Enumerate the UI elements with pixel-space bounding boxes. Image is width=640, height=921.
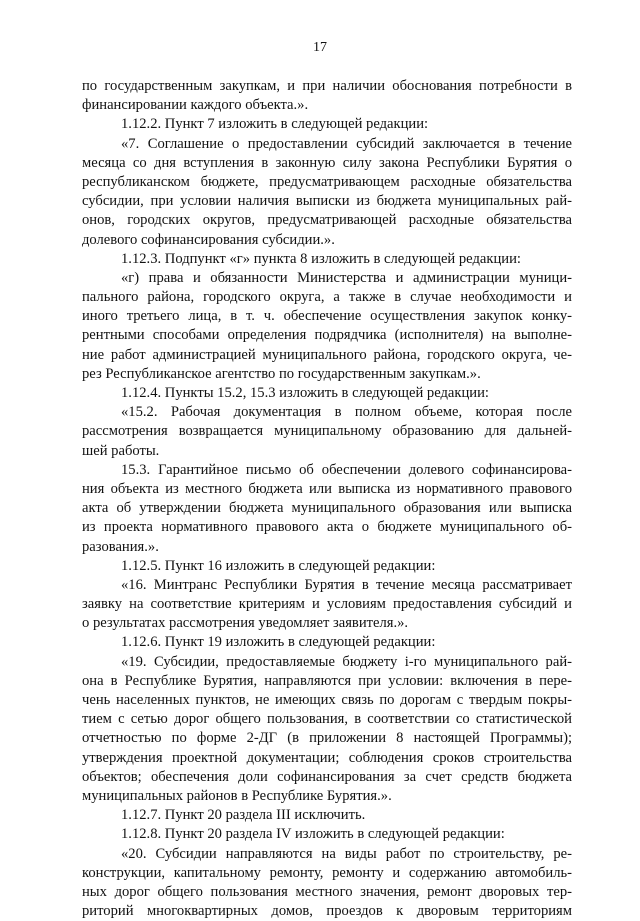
text-line: иного третьего лица, в т. ч. обеспечение осуществления закупок конку- (82, 308, 572, 325)
text-line: из проекта нормативного правового акта о бюджете муниципального об- (82, 519, 572, 536)
text-line: муниципальных районов в Республике Бурятия.». (82, 787, 392, 804)
text-line: объектов; обеспечения доли софинансирования за счет средств бюджета (82, 768, 572, 785)
text-line: республиканском бюджете, предусматривающем расходные обязательства (82, 173, 572, 190)
text-line: она в Республике Бурятия, направляются при условии: включения в пере- (82, 672, 572, 689)
text-line: «7. Соглашение о предоставлении субсидий заключается в течение (121, 135, 572, 152)
text-line: 1.12.8. Пункт 20 раздела IV изложить в следующей редакции: (121, 826, 505, 843)
text-line: 1.12.7. Пункт 20 раздела III исключить. (121, 807, 366, 824)
text-line: 1.12.6. Пункт 19 изложить в следующей редакции: (121, 634, 436, 651)
text-line: онов, городских округов, предусматривающей расходные обязательства (82, 212, 572, 229)
text-line: тием с сетью дорог общего пользования, в соответствии со статистической (82, 711, 572, 728)
text-line: чень населенных пунктов, не имеющих связь по дорогам с твердым покры- (82, 692, 572, 708)
text-line: 1.12.4. Пункты 15.2, 15.3 изложить в следующей редакции: (121, 385, 489, 401)
text-line: «15.2. Рабочая документация в полном объеме, которая после (121, 404, 572, 421)
text-line: «г) права и обязанности Министерства и администрации муници- (121, 269, 572, 286)
text-line: шей работы. (82, 442, 160, 459)
text-line: ние работ администрацией муниципального района, городского округа, че- (82, 346, 572, 363)
page-number: 17 (313, 40, 327, 55)
text-line: риторий многоквартирных домов, проездов к дворовым территориям (82, 903, 572, 920)
text-line: ных дорог общего пользования местного значения, ремонт дворовых тер- (82, 883, 572, 900)
text-line: акта об утверждении бюджета муниципального образования или выписка (82, 500, 572, 517)
text-line: «20. Субсидии направляются на виды работ по строительству, ре- (121, 845, 572, 862)
text-line: пального района, городского округа, а также в случае необходимости и (82, 289, 572, 306)
text-line: 15.3. Гарантийное письмо об обеспечении долевого софинансирова- (121, 461, 572, 478)
text-line: долевого софинансирования субсидии.». (82, 231, 335, 248)
text-line: рентными способами определения подрядчика (исполнителя) на выполне- (82, 327, 572, 344)
text-line: «16. Минтранс Республики Бурятия в течение месяца рассматривает (121, 576, 572, 593)
text-line: субсидии, при условии наличия выписки из бюджета муниципальных рай- (82, 193, 572, 210)
text-line: утверждения проектной документации; соблюдения сроков строительства (82, 749, 572, 766)
text-line: заявку на соответствие критериям и условиям предоставления субсидий и (82, 596, 572, 613)
text-line: месяца со дня вступления в законную силу закона Республики Бурятия о (82, 154, 572, 171)
text-line: 1.12.2. Пункт 7 изложить в следующей редакции: (121, 116, 429, 133)
text-line: рассмотрения возвращается муниципальному образованию для дальней- (82, 423, 572, 440)
text-line: по государственным закупкам, и при наличии обоснования потребности в (82, 78, 572, 94)
text-line: разования.». (82, 538, 159, 555)
text-line: рез Республиканское агентство по государственным закупкам.». (82, 365, 481, 382)
text-line: 1.12.5. Пункт 16 изложить в следующей редакции: (121, 557, 436, 574)
text-line: отчетностью по форме 2-ДГ (в приложении 8 настоящей Программы); (82, 730, 572, 747)
text-line: о результатах рассмотрения уведомляет заявителя.». (82, 615, 409, 632)
text-line: конструкции, капитальному ремонту, ремонту и содержанию автомобиль- (82, 864, 572, 881)
text-line: 1.12.3. Подпункт «г» пункта 8 изложить в следующей редакции: (121, 250, 521, 267)
document-body (82, 77, 572, 921)
text-line: ния объекта из местного бюджета или выписка из нормативного правового (82, 480, 572, 497)
text-line: «19. Субсидии, предоставляемые бюджету i-го муниципального рай- (121, 653, 572, 670)
text-line: финансировании каждого объекта.». (82, 97, 309, 114)
